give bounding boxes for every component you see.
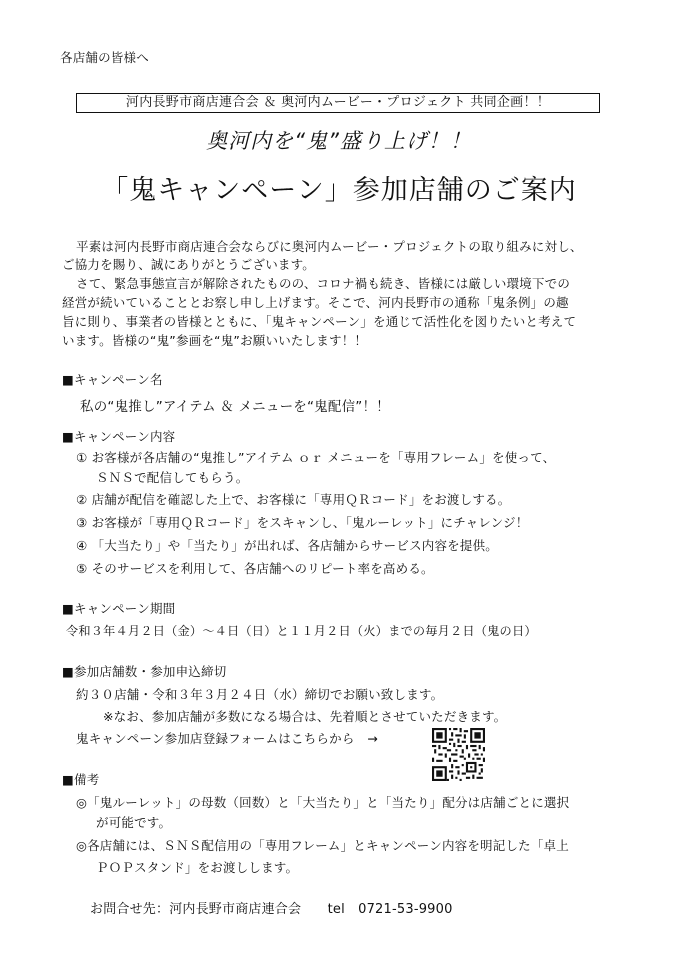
entry-heading: ■参加店舗数・参加申込締切 — [62, 664, 227, 679]
registration-qr-code[interactable] — [432, 728, 485, 781]
entry-note: ※なお、参加店舗が多数になる場合は、先着順とさせていただきます。 — [103, 709, 507, 724]
joint-project-banner: 河内長野市商店連合会 ＆ 奥河内ムービー・プロジェクト 共同企画！！ — [76, 93, 600, 113]
intro-line-1: 平素は河内長野市商店連合会ならびに奥河内ムービー・プロジェクトの取り組みに対し、 — [76, 239, 583, 254]
intro-line-5: 旨に則り、事業者の皆様とともに、「鬼キャンペーン」を通じて活性化を図りたいと考えて — [62, 314, 577, 329]
intro-line-4: 経営が続いていることとお察し申し上げます。そこで、河内長野市の通称「鬼条例」の趣 — [62, 295, 569, 310]
campaign-step: ③ お客様が「専用ＱＲコード」をスキャンし、「鬼ルーレット」にチャレンジ！ — [76, 515, 529, 530]
campaign-name: 私の“鬼推し”アイテム ＆ メニューを“鬼配信”！！ — [80, 399, 390, 415]
campaign-step: ① お客様が各店舗の“鬼推し”アイテム ｏｒ メニューを「専用フレーム」を使って、 — [76, 450, 556, 465]
entry-deadline: 約３０店舗・令和３年３月２４日（水）締切でお願い致します。 — [76, 687, 444, 702]
note-line-1: ◎「鬼ルーレット」の母数（回数）と「大当たり」と「当たり」配分は店舗ごとに選択 — [76, 795, 570, 810]
intro-line-2: ご協力を賜り、誠にありがとうございます。 — [62, 257, 316, 272]
campaign-step: ＳＮＳで配信してもらう。 — [96, 470, 249, 485]
campaign-step: ④ 「大当たり」や「当たり」が出れば、各店舗からサービス内容を提供。 — [76, 538, 498, 553]
campaign-step: ② 店舗が配信を確認した上で、お客様に「専用ＱＲコード」をお渡しする。 — [76, 492, 511, 507]
registration-form-link[interactable]: 鬼キャンペーン参加店登録フォームはこちらから → — [76, 731, 378, 746]
page-title: 「鬼キャンペーン」参加店舗のご案内 — [101, 175, 577, 206]
intro-line-3: さて、緊急事態宣言が解除されたものの、コロナ禍も続き、皆様には厳しい環境下での — [76, 276, 571, 291]
tagline: 奥河内を“鬼”盛り上げ！！ — [206, 129, 472, 153]
campaign-step: ⑤ そのサービスを利用して、各店舗へのリピート率を高める。 — [76, 561, 434, 576]
addressee: 各店舗の皆様へ — [60, 50, 149, 65]
note-line-2: が可能です。 — [96, 815, 172, 830]
contact-info: お問合せ先：河内長野市商店連合会 tel 0721-53-9900 — [90, 902, 453, 917]
note-line-3: ◎各店舗には、ＳＮＳ配信用の「専用フレーム」とキャンペーン内容を明記した「卓上 — [76, 838, 569, 853]
intro-line-6: います。皆様の“鬼”参画を“鬼”お願いいたします！！ — [62, 333, 368, 348]
campaign-period: 令和３年４月２日（金）～４日（日）と１１月２日（火）までの毎月２日（鬼の日） — [66, 624, 537, 638]
campaign-content-heading: ■キャンペーン内容 — [62, 429, 176, 444]
campaign-name-heading: ■キャンペーン名 — [62, 372, 163, 387]
note-line-4: ＰＯＰスタンド」をお渡しします。 — [96, 860, 299, 875]
campaign-period-heading: ■キャンペーン期間 — [62, 601, 176, 616]
notes-heading: ■備考 — [62, 772, 100, 787]
